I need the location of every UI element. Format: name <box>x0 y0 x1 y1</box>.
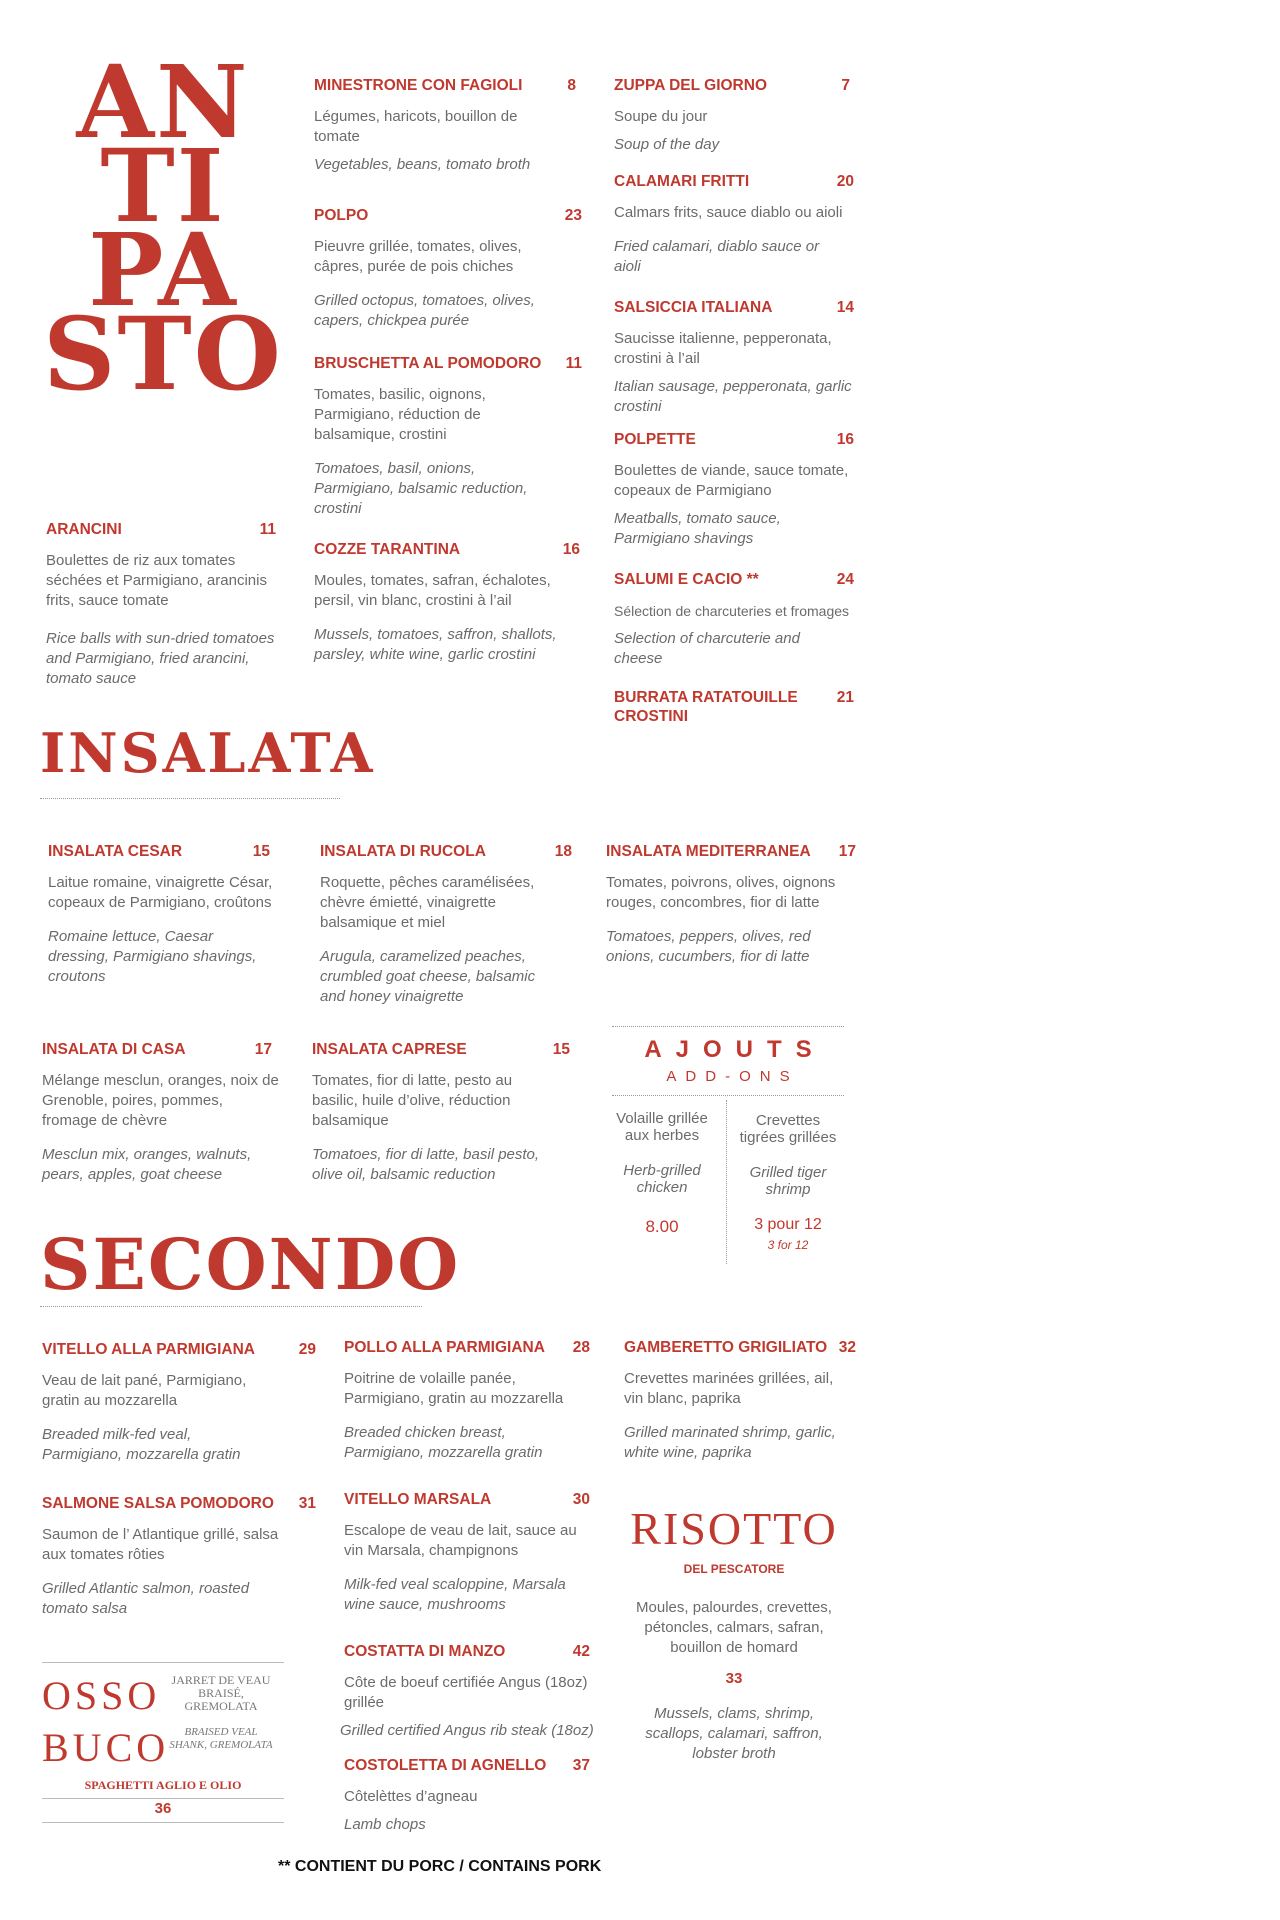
menu-item-vitello-marsala <box>344 1490 590 1615</box>
antipasto-title-line: TI <box>100 127 226 245</box>
ajouts-divider <box>726 1100 727 1264</box>
menu-item-calamari <box>614 172 854 277</box>
item-name: POLPO <box>314 207 369 224</box>
item-description-fr: Pieuvre grillée, tomates, olives, câpres, purée de pois chiches <box>314 238 522 275</box>
item-description-en: Vegetables, beans, tomato broth <box>314 156 531 173</box>
item-description-en: Breaded milk-fed veal, Parmigiano, mozzarella gratin <box>42 1426 241 1463</box>
item-description-en: Soup of the day <box>614 136 720 153</box>
item-description-fr: Saumon de l’ Atlantique grillé, salsa aux tomates rôties <box>42 1526 279 1563</box>
item-name: INSALATA CESAR <box>48 843 183 860</box>
item-description-fr: Tomates, basilic, oignons, Parmigiano, réduction de balsamique, crostini <box>314 386 486 443</box>
item-description-fr: Côtelèttes d’agneau <box>344 1788 478 1805</box>
risotto-title: RISOTTO <box>630 1503 838 1554</box>
item-name: SALSICCIA ITALIANA <box>614 299 773 316</box>
insalata-title: INSALATA <box>40 721 376 785</box>
item-description-en: Selection of charcuterie and cheese <box>614 630 800 667</box>
item-name: INSALATA MEDITERRANEA <box>606 843 811 860</box>
antipasto-title-line: AN <box>76 43 250 161</box>
item-price: 17 <box>254 1041 272 1058</box>
item-description-fr: Veau de lait pané, Parmigiano, gratin au mozzarella <box>42 1372 247 1409</box>
secondo-divider <box>40 1306 422 1307</box>
ajouts-top-rule <box>612 1026 844 1027</box>
osso-buco-description-fr: JARRET DE VEAU BRAISÉ, GREMOLATA <box>171 1673 271 1713</box>
item-price: 24 <box>836 571 854 588</box>
addon-description-fr: Volaille grillée aux herbes <box>616 1110 708 1144</box>
item-price: 16 <box>562 541 580 558</box>
item-price: 8 <box>567 77 576 94</box>
item-description-fr: Escalope de veau de lait, sauce au vin Marsala, champignons <box>344 1522 577 1559</box>
item-name: BRUSCHETTA AL POMODORO <box>314 355 542 372</box>
item-description-en: Tomatoes, basil, onions, Parmigiano, balsamic reduction, crostini <box>314 460 528 517</box>
ajouts-bottom-rule <box>612 1095 844 1096</box>
menu-item-costoletta-agnello <box>344 1756 590 1835</box>
secondo-title: SECONDO <box>40 1223 461 1306</box>
menu-item-polpo <box>314 206 582 331</box>
item-description-fr: Moules, tomates, safran, échalotes, persil, vin blanc, crostini à l’ail <box>314 572 551 609</box>
menu-item-salumi <box>614 570 854 669</box>
item-description-en: Milk-fed veal scaloppine, Marsala wine sauce, mushrooms <box>344 1576 566 1613</box>
menu-item-insalata-rucola <box>320 842 572 1007</box>
menu-item-polpette <box>614 430 854 549</box>
osso-buco-title: OSSO <box>42 1673 161 1718</box>
item-name: SALMONE SALSA POMODORO <box>42 1495 274 1512</box>
item-price: 42 <box>572 1643 590 1660</box>
addon-description-en: Herb-grilled chicken <box>623 1162 701 1196</box>
item-description-en: Italian sausage, pepperonata, garlic crostini <box>614 378 852 415</box>
risotto-description-fr: Moules, palourdes, crevettes, pétoncles, calmars, safran, bouillon de homard <box>636 1599 832 1656</box>
insalata-divider <box>40 798 340 799</box>
item-name: ARANCINI <box>46 521 122 538</box>
item-price: 17 <box>838 843 856 860</box>
item-description-fr: Laitue romaine, vinaigrette César, copeaux de Parmigiano, croûtons <box>48 874 273 911</box>
menu-item-bruschetta <box>314 354 582 519</box>
item-name: SALUMI E CACIO ** <box>614 571 759 588</box>
item-description-en: Lamb chops <box>344 1816 426 1833</box>
menu-item-vitello-parmigiana <box>42 1340 316 1465</box>
item-description-fr: Côte de boeuf certifiée Angus (18oz) grillée <box>344 1674 588 1711</box>
antipasto-title <box>38 43 288 413</box>
item-price: 31 <box>298 1495 316 1512</box>
item-price: 18 <box>554 843 572 860</box>
addon-price-en: 3 for 12 <box>767 1238 809 1252</box>
ajouts-subtitle: ADD-ONS <box>666 1068 799 1085</box>
item-name: VITELLO ALLA PARMIGIANA <box>42 1341 255 1358</box>
osso-buco-mid-rule <box>42 1798 284 1799</box>
item-name: INSALATA DI CASA <box>42 1041 186 1058</box>
addon-shrimp <box>732 1112 844 1254</box>
menu-item-salsiccia <box>614 298 854 417</box>
osso-buco-description-en: BRAISED VEAL SHANK, GREMOLATA <box>169 1726 273 1751</box>
item-description-fr: Soupe du jour <box>614 108 708 125</box>
item-description-en: Grilled octopus, tomatoes, olives, capers, chickpea purée <box>314 292 535 329</box>
item-price: 32 <box>838 1339 856 1356</box>
item-description-fr: Roquette, pêches caramélisées, chèvre émietté, vinaigrette balsamique et miel <box>320 874 535 931</box>
item-name: INSALATA DI RUCOLA <box>320 843 486 860</box>
item-description-en: Fried calamari, diablo sauce or aioli <box>614 238 820 275</box>
item-price: 28 <box>572 1339 590 1356</box>
item-name: VITELLO MARSALA <box>344 1491 492 1508</box>
item-price: 16 <box>836 431 854 448</box>
item-description-en: Mesclun mix, oranges, walnuts, pears, apples, goat cheese <box>42 1146 252 1183</box>
menu-item-salmone <box>42 1494 316 1619</box>
item-description-fr: Boulettes de riz aux tomates séchées et Parmigiano, arancinis frits, sauce tomate <box>46 552 267 609</box>
menu-item-burrata <box>614 688 854 738</box>
osso-buco-price: 36 <box>154 1800 172 1817</box>
menu-item-costatta-manzo <box>340 1642 594 1741</box>
menu-item-zuppa <box>614 76 850 155</box>
item-description-fr: Mélange mesclun, oranges, noix de Grenoble, poires, pommes, fromage de chèvre <box>42 1072 279 1129</box>
menu-item-insalata-casa <box>42 1040 279 1185</box>
item-description-en: Rice balls with sun-dried tomatoes and Parmigiano, fried arancini, tomato sauce <box>46 630 275 687</box>
item-description-fr: Boulettes de viande, sauce tomate, copeaux de Parmigiano <box>614 462 849 499</box>
item-price: 14 <box>836 299 854 316</box>
item-description-fr: Crevettes marinées grillées, ail, vin blanc, paprika <box>624 1370 834 1407</box>
item-name: GAMBERETTO GRIGILIATO <box>624 1339 828 1356</box>
item-price: 11 <box>565 355 582 372</box>
item-price: 20 <box>836 173 854 190</box>
item-description-fr: Tomates, fior di latte, pesto au basilic, huile d’olive, réduction balsamique <box>312 1072 513 1129</box>
menu-item-arancini <box>46 520 276 689</box>
item-description-fr: Légumes, haricots, bouillon de tomate <box>314 108 518 145</box>
addon-price: 8.00 <box>645 1217 679 1236</box>
antipasto-title-line: STO <box>43 295 283 413</box>
item-description-fr: Tomates, poivrons, olives, oignons rouges, concombres, fior di latte <box>606 874 836 911</box>
osso-buco-side: SPAGHETTI AGLIO E OLIO <box>84 1778 242 1792</box>
item-description-en: Tomatoes, fior di latte, basil pesto, olive oil, balsamic reduction <box>312 1146 540 1183</box>
addon-description-fr: Crevettes tigrées grillées <box>739 1112 837 1146</box>
item-price: 23 <box>564 207 582 224</box>
item-description-en: Breaded chicken breast, Parmigiano, mozzarella gratin <box>344 1424 543 1461</box>
item-name: COSTATTA DI MANZO <box>344 1643 506 1660</box>
ajouts-title: AJOUTS <box>644 1036 826 1063</box>
osso-buco-bottom-rule <box>42 1822 284 1823</box>
menu-item-insalata-caprese <box>312 1040 570 1185</box>
risotto-subtitle: DEL PESCATORE <box>683 1562 785 1576</box>
menu-item-insalata-cesar <box>48 842 273 987</box>
risotto-description-en: Mussels, clams, shrimp, scallops, calamari, saffron, lobster broth <box>645 1705 823 1762</box>
item-description-fr: Saucisse italienne, pepperonata, crostini à l’ail <box>614 330 832 367</box>
item-price: 30 <box>572 1491 590 1508</box>
pork-footnote: ** CONTIENT DU PORC / CONTAINS PORK <box>278 1858 602 1875</box>
item-name: COZZE TARANTINA <box>314 541 461 558</box>
item-description-en: Grilled marinated shrimp, garlic, white wine, paprika <box>624 1424 836 1461</box>
item-price: 37 <box>572 1757 590 1774</box>
menu-item-gamberetto <box>624 1338 856 1463</box>
item-description-en: Grilled certified Angus rib steak (18oz) <box>340 1722 594 1739</box>
risotto-price: 33 <box>725 1670 743 1687</box>
item-name: ZUPPA DEL GIORNO <box>614 77 768 94</box>
item-name: POLPETTE <box>614 431 696 448</box>
item-description-en: Tomatoes, peppers, olives, red onions, cucumbers, fior di latte <box>606 928 811 965</box>
item-name: POLLO ALLA PARMIGIANA <box>344 1339 545 1356</box>
item-name: INSALATA CAPRESE <box>312 1041 467 1058</box>
addon-chicken <box>606 1110 718 1235</box>
addon-price: 3 pour 12 <box>754 1216 822 1233</box>
item-name: BURRATA RATATOUILLE CROSTINI <box>614 689 798 725</box>
item-price: 29 <box>298 1341 316 1358</box>
item-price: 7 <box>841 77 850 94</box>
item-description-en: Mussels, tomatoes, saffron, shallots, parsley, white wine, garlic crostini <box>314 626 557 663</box>
item-price: 15 <box>252 843 270 860</box>
item-description-en: Meatballs, tomato sauce, Parmigiano shavings <box>614 510 781 547</box>
item-description-fr: Sélection de charcuteries et fromages <box>614 603 850 619</box>
item-description-fr: Poitrine de volaille panée, Parmigiano, gratin au mozzarella <box>344 1370 564 1407</box>
menu-item-minestrone <box>314 76 576 175</box>
menu-item-pollo-parmigiana <box>344 1338 590 1463</box>
item-price: 11 <box>259 521 276 538</box>
addon-description-en: Grilled tiger shrimp <box>749 1164 827 1198</box>
item-description-en: Arugula, caramelized peaches, crumbled goat cheese, balsamic and honey vinaigrette <box>320 948 536 1005</box>
item-description-en: Grilled Atlantic salmon, roasted tomato salsa <box>42 1580 250 1617</box>
antipasto-title-line: PA <box>88 211 238 329</box>
item-description-en: Romaine lettuce, Caesar dressing, Parmigiano shavings, croutons <box>48 928 257 985</box>
item-name: CALAMARI FRITTI <box>614 173 750 190</box>
item-price: 21 <box>836 689 854 706</box>
item-name: MINESTRONE CON FAGIOLI <box>314 77 523 94</box>
item-price: 15 <box>552 1041 570 1058</box>
item-description-fr: Calmars frits, sauce diablo ou aioli <box>614 204 843 221</box>
menu-item-cozze-tarantina <box>314 540 580 665</box>
item-name: COSTOLETTA DI AGNELLO <box>344 1757 547 1774</box>
menu-item-insalata-mediterranea <box>606 842 856 967</box>
osso-buco-title: BUCO <box>42 1725 170 1770</box>
osso-buco-top-rule <box>42 1662 284 1663</box>
